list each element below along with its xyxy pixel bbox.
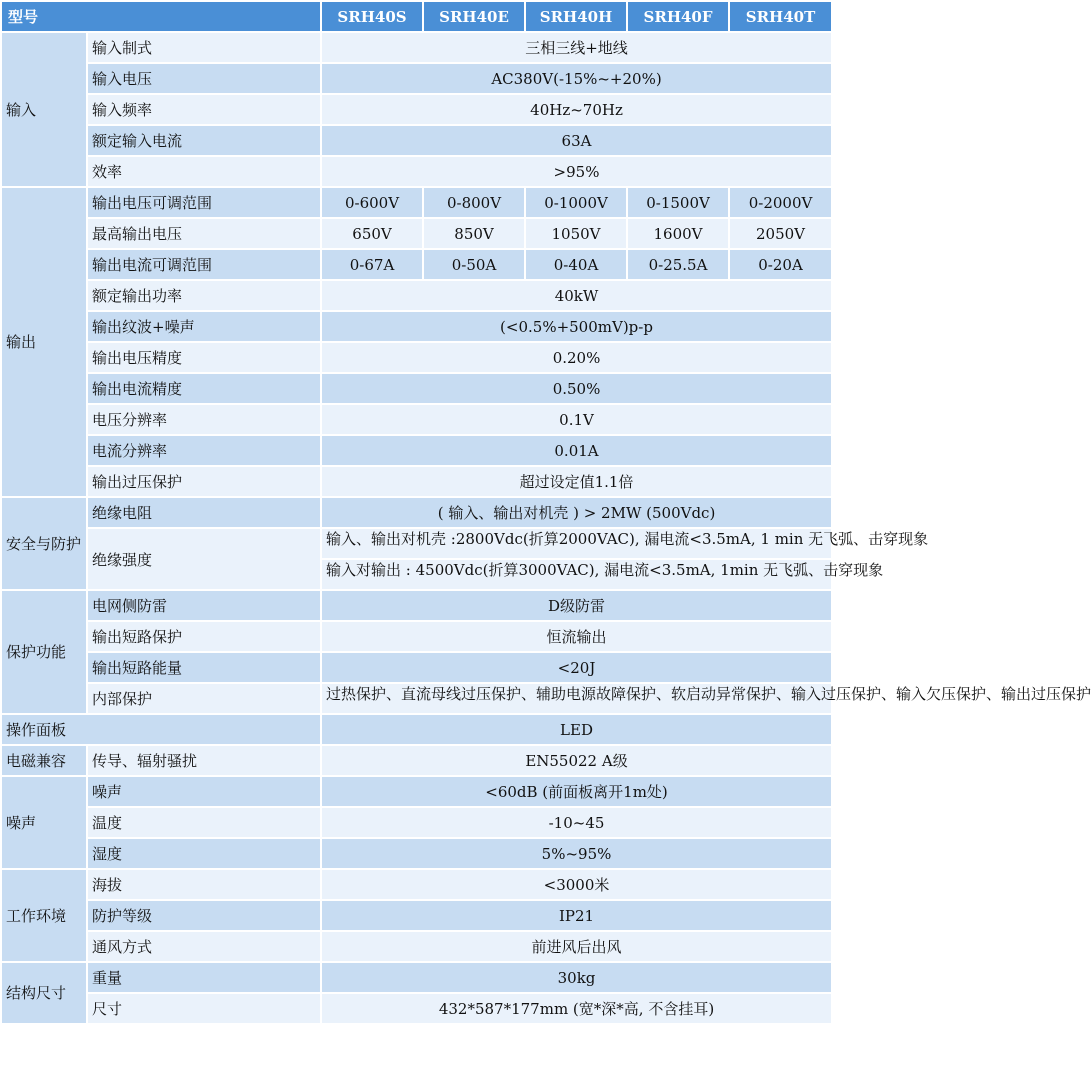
param-label: 电网侧防雷: [87, 590, 321, 621]
param-label: 输出过压保护: [87, 466, 321, 497]
model-value: 0-1000V: [525, 187, 627, 218]
table-row: [1, 32, 832, 63]
param-value: 63A: [321, 125, 832, 156]
table-row: [1, 962, 832, 993]
internal-protection-text: 过热保护、直流母线过压保护、辅助电源故障保护、软启动异常保护、输入过压保护、输入欠压保护、输出过压保护: [326, 685, 1091, 703]
table-row: [1, 63, 832, 94]
param-label: 内部保护: [87, 683, 321, 714]
param-label: 额定输入电流: [87, 125, 321, 156]
param-label: 噪声: [87, 776, 321, 807]
table-row: [1, 125, 832, 156]
table-row: [1, 373, 832, 404]
table-row: [1, 900, 832, 931]
table-row: [1, 497, 832, 528]
insulation-strength-line1: 输入、输出对机壳 :2800Vdc(折算2000VAC), 漏电流<3.5mA, 1 min 无飞弧、击穿现象: [326, 530, 929, 548]
model-header: SRH40S: [321, 1, 423, 32]
param-value: 432*587*177mm (宽*深*高, 不含挂耳): [321, 993, 832, 1024]
param-value: 0.01A: [321, 435, 832, 466]
param-value: EN55022 A级: [321, 745, 832, 776]
model-value: 650V: [321, 218, 423, 249]
table-row: [1, 652, 832, 683]
model-value: 0-1500V: [627, 187, 729, 218]
param-value: <60dB (前面板离开1m处): [321, 776, 832, 807]
param-label: 输入电压: [87, 63, 321, 94]
param-value: 40kW: [321, 280, 832, 311]
param-value: D级防雷: [321, 590, 832, 621]
model-value: 0-2000V: [729, 187, 832, 218]
model-header: SRH40T: [729, 1, 832, 32]
param-label: 输出电流精度: [87, 373, 321, 404]
table-row: [1, 993, 832, 1024]
param-label: 湿度: [87, 838, 321, 869]
table-row: [1, 435, 832, 466]
model-value: 0-800V: [423, 187, 525, 218]
param-label: 效率: [87, 156, 321, 187]
table-row: [1, 311, 832, 342]
param-label: 输出电流可调范围: [87, 249, 321, 280]
param-value: >95%: [321, 156, 832, 187]
param-value: 超过设定值1.1倍: [321, 466, 832, 497]
table-row: [1, 745, 832, 776]
param-value: IP21: [321, 900, 832, 931]
table-row: [1, 590, 832, 621]
param-value: 0.20%: [321, 342, 832, 373]
model-value: 2050V: [729, 218, 832, 249]
model-value: 0-50A: [423, 249, 525, 280]
model-value: 1050V: [525, 218, 627, 249]
model-header: SRH40F: [627, 1, 729, 32]
param-label: 最高输出电压: [87, 218, 321, 249]
param-label: 重量: [87, 962, 321, 993]
param-value: 前进风后出风: [321, 931, 832, 962]
category-environment: 工作环境: [1, 869, 87, 962]
param-value: 0.50%: [321, 373, 832, 404]
param-value-line: [321, 559, 884, 590]
param-label: 温度: [87, 807, 321, 838]
param-value: ( 输入、输出对机壳 ) > 2MW (500Vdc): [321, 497, 832, 528]
param-label: 绝缘强度: [87, 528, 321, 590]
param-label: 输出电压精度: [87, 342, 321, 373]
param-label: 尺寸: [87, 993, 321, 1024]
table-row: [1, 776, 832, 807]
table-row: [1, 94, 832, 125]
param-value: <20J: [321, 652, 832, 683]
table-row: [1, 683, 832, 714]
model-value: 1600V: [627, 218, 729, 249]
param-value: <3000米: [321, 869, 832, 900]
table-row: [1, 838, 832, 869]
param-label: 输出短路能量: [87, 652, 321, 683]
model-value: 0-40A: [525, 249, 627, 280]
model-value: 0-600V: [321, 187, 423, 218]
model-value: 850V: [423, 218, 525, 249]
param-value: (<0.5%+500mV)p-p: [321, 311, 832, 342]
table-row: [1, 807, 832, 838]
param-label: 海拔: [87, 869, 321, 900]
table-row: [1, 931, 832, 962]
table-row: [1, 714, 832, 745]
param-value: LED: [321, 714, 832, 745]
param-value: -10~45: [321, 807, 832, 838]
param-label: 绝缘电阻: [87, 497, 321, 528]
param-value: 恒流输出: [321, 621, 832, 652]
param-label: 传导、辐射骚扰: [87, 745, 321, 776]
category-structure: 结构尺寸: [1, 962, 87, 1024]
param-label: 额定输出功率: [87, 280, 321, 311]
category-protection: 保护功能: [1, 590, 87, 714]
table-row: [1, 466, 832, 497]
category-safety: 安全与防护: [1, 497, 87, 590]
table-row: [1, 342, 832, 373]
table-row: [1, 404, 832, 435]
model-header-label: 型号: [1, 1, 321, 32]
param-value: [321, 683, 1091, 714]
table-row: [1, 280, 832, 311]
insulation-strength-line2: 输入对输出 : 4500Vdc(折算3000VAC), 漏电流<3.5mA, 1min 无飞弧、击穿现象: [326, 561, 884, 579]
param-label: 输出电压可调范围: [87, 187, 321, 218]
param-label: 输出短路保护: [87, 621, 321, 652]
param-value: 5%~95%: [321, 838, 832, 869]
param-label: 输入频率: [87, 94, 321, 125]
category-emc: 电磁兼容: [1, 745, 87, 776]
param-label: 通风方式: [87, 931, 321, 962]
table-row: [1, 621, 832, 652]
category-noise: 噪声: [1, 776, 87, 869]
category-output: 输出: [1, 187, 87, 497]
param-label: 输入制式: [87, 32, 321, 63]
model-header: SRH40E: [423, 1, 525, 32]
param-value: 30kg: [321, 962, 832, 993]
table-row: [1, 528, 832, 559]
header-row: [1, 1, 832, 32]
param-label: 输出纹波+噪声: [87, 311, 321, 342]
model-header: SRH40H: [525, 1, 627, 32]
param-value: 40Hz~70Hz: [321, 94, 832, 125]
model-value: 0-20A: [729, 249, 832, 280]
table-row: [1, 156, 832, 187]
category-panel: 操作面板: [1, 714, 321, 745]
table-row: [1, 869, 832, 900]
table-row: [1, 249, 832, 280]
param-value: AC380V(-15%~+20%): [321, 63, 832, 94]
model-value: 0-67A: [321, 249, 423, 280]
table-row: [1, 218, 832, 249]
param-value-line: [321, 528, 929, 559]
param-value: 0.1V: [321, 404, 832, 435]
table-row: [1, 187, 832, 218]
param-value: 三相三线+地线: [321, 32, 832, 63]
param-label: 电压分辨率: [87, 404, 321, 435]
param-label: 防护等级: [87, 900, 321, 931]
model-value: 0-25.5A: [627, 249, 729, 280]
param-label: 电流分辨率: [87, 435, 321, 466]
category-input: 输入: [1, 32, 87, 187]
